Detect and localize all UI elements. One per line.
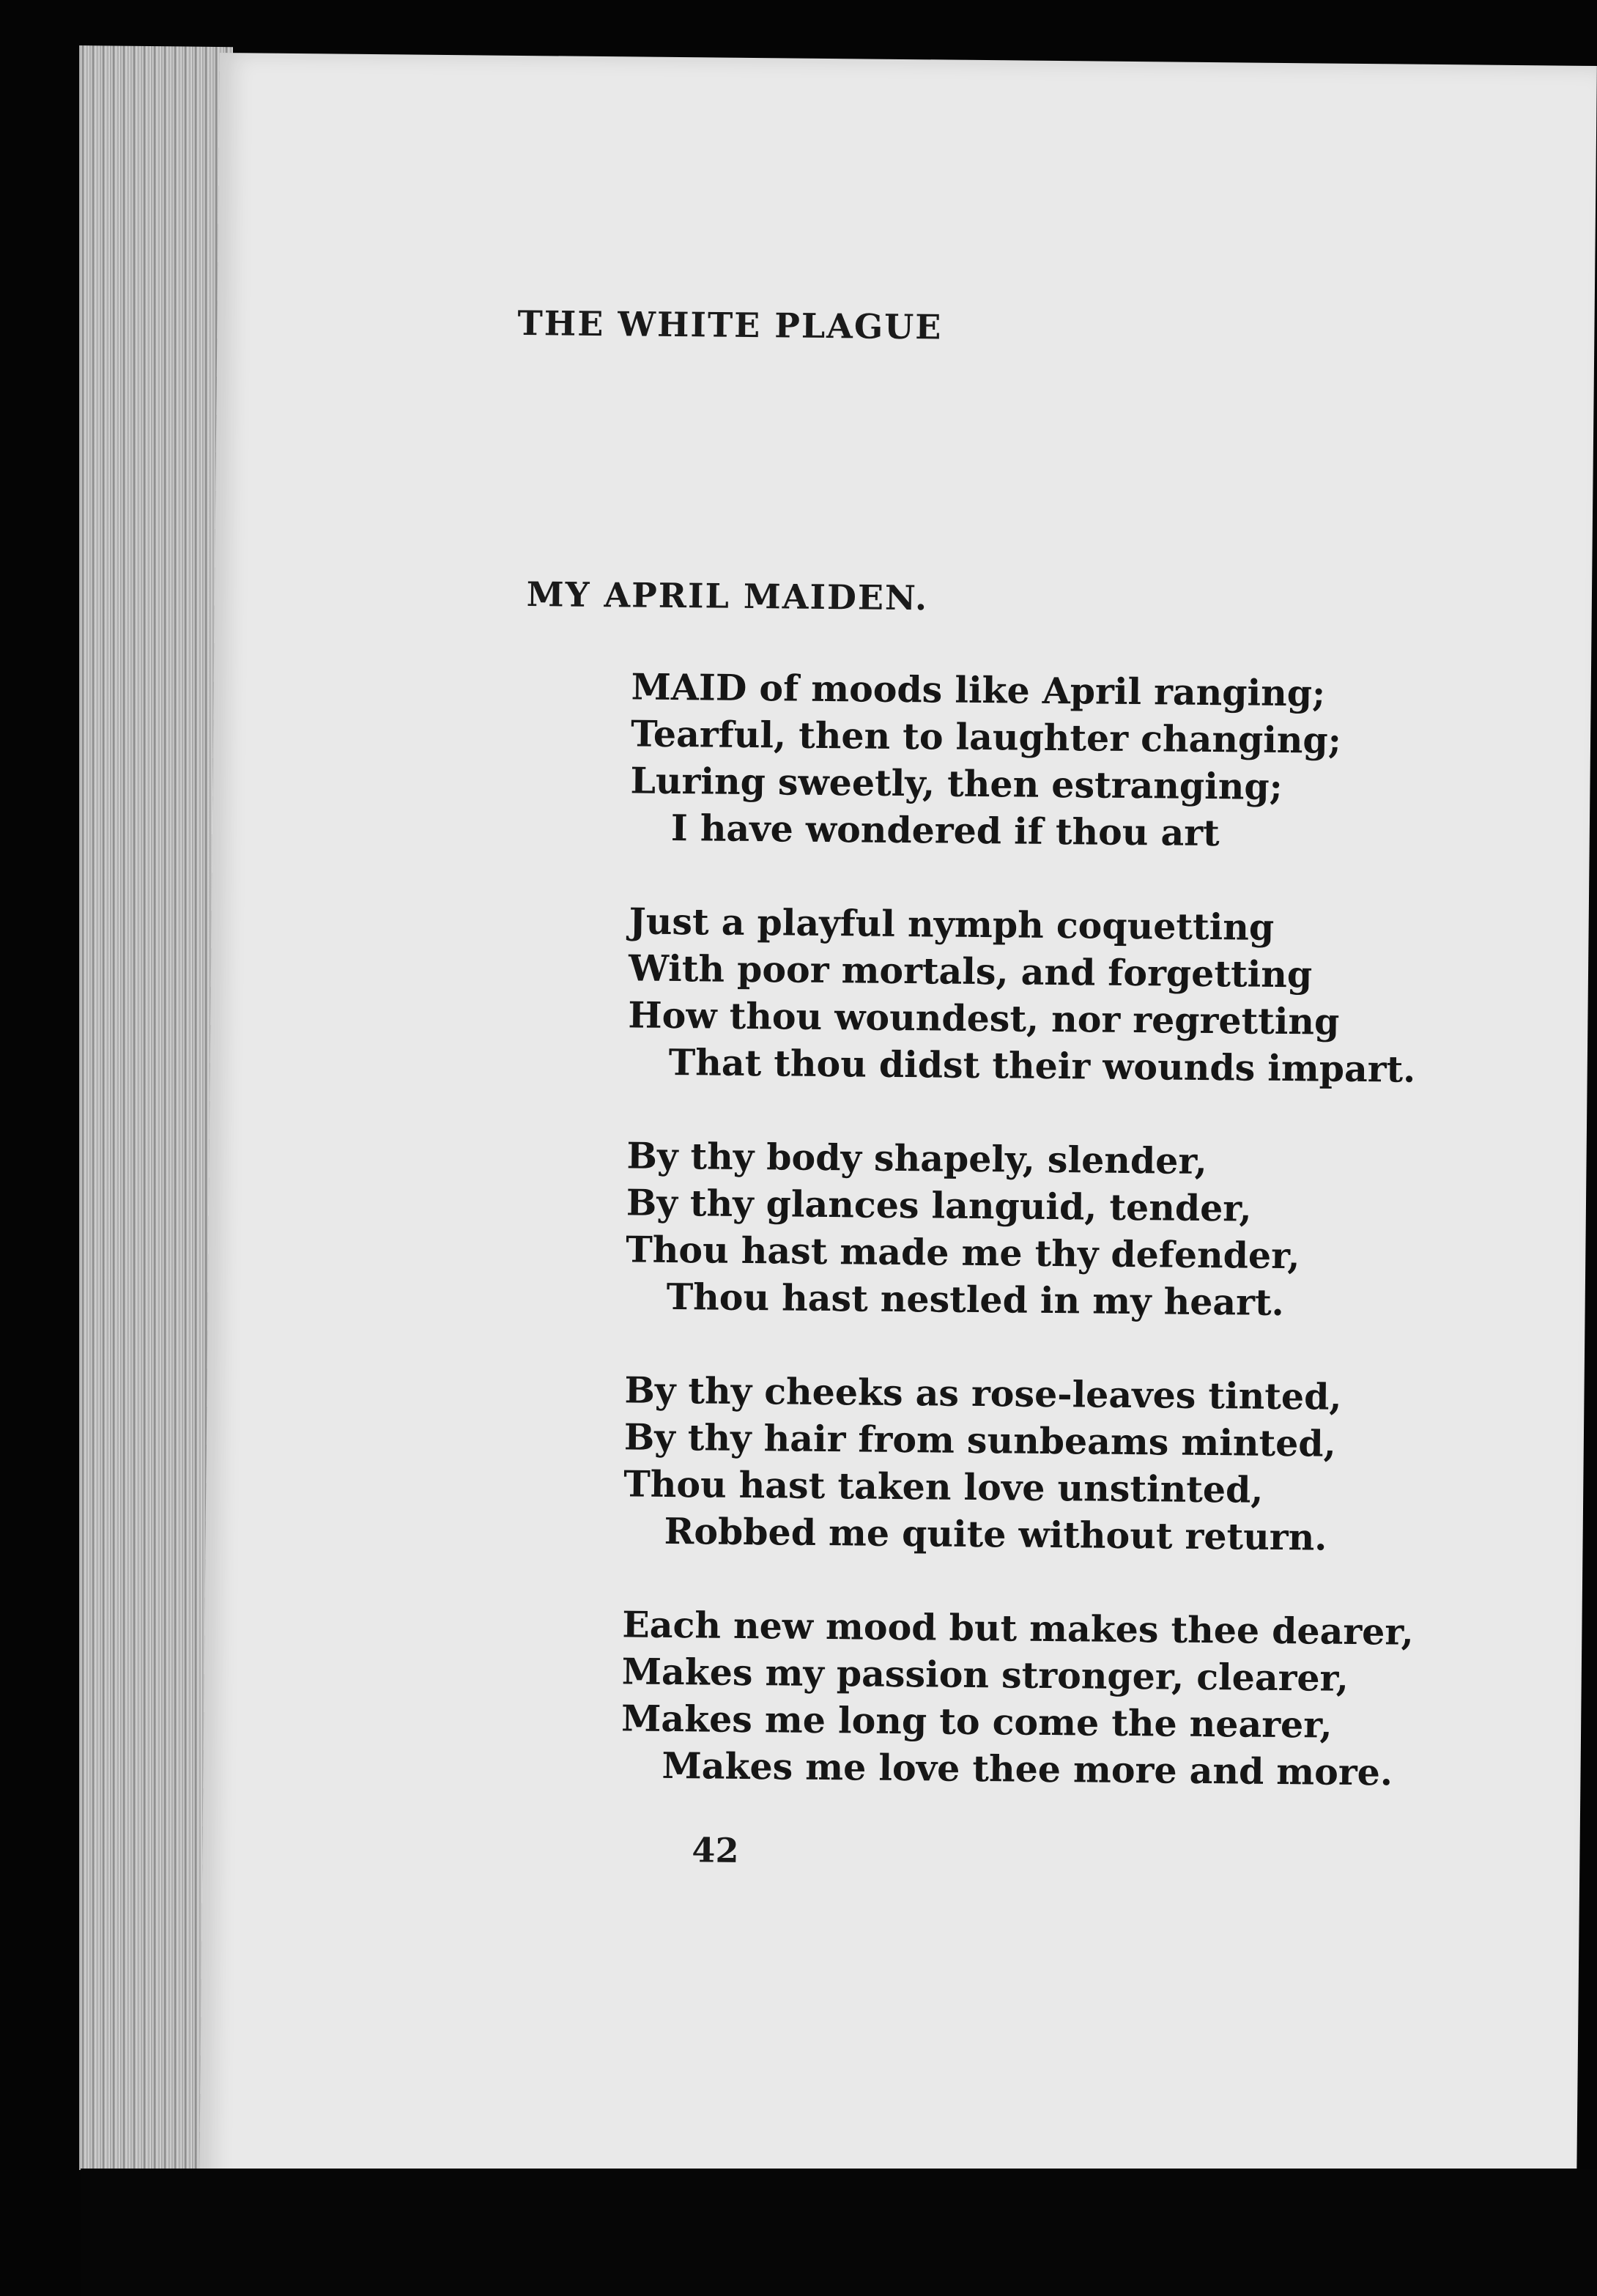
poem-title: MY APRIL MAIDEN. xyxy=(526,574,929,618)
scan-background-bottom xyxy=(81,2169,1597,2296)
page-number: 42 xyxy=(692,1830,739,1870)
poem-line: MAID of moods like April ranging; xyxy=(631,665,1326,715)
poem-line: Makes my passion stronger, clearer, xyxy=(621,1650,1349,1700)
poem-line: Thou hast made me thy defender, xyxy=(626,1228,1300,1278)
poem-line: Just a playful nymph coquetting xyxy=(629,900,1275,949)
poem-line: Luring sweetly, then estranging; xyxy=(630,759,1283,808)
stanza-2 xyxy=(627,897,1434,1093)
poem-body xyxy=(620,663,1437,1843)
stanza-3 xyxy=(625,1132,1432,1327)
stanza-1 xyxy=(630,663,1437,859)
poem-line: Makes me long to come the nearer, xyxy=(620,1697,1333,1747)
poem-line: With poor mortals, and forgetting xyxy=(628,947,1313,996)
book-page xyxy=(199,53,1597,2205)
stanza-4 xyxy=(623,1366,1430,1562)
poem-line: Thou hast taken love unstinted, xyxy=(623,1462,1264,1511)
poem-line: Robbed me quite without return. xyxy=(664,1509,1327,1559)
running-head: THE WHITE PLAGUE xyxy=(517,303,943,347)
poem-line: That thou didst their wounds impart. xyxy=(668,1040,1416,1091)
poem-line: Tearful, then to laughter changing; xyxy=(630,712,1342,762)
poem-line: Each new mood but makes thee dearer, xyxy=(622,1603,1414,1654)
poem-line: Thou hast nestled in my heart. xyxy=(666,1275,1284,1325)
stanza-5 xyxy=(620,1601,1428,1796)
poem-line: I have wondered if thou art xyxy=(670,806,1220,855)
poem-line: By thy glances languid, tender, xyxy=(626,1181,1252,1230)
poem-line: By thy body shapely, slender, xyxy=(626,1134,1207,1183)
poem-line: By thy hair from sunbeams minted, xyxy=(623,1415,1336,1465)
poem-line: Makes me love thee more and more. xyxy=(662,1744,1393,1794)
poem-line: How thou woundest, nor regretting xyxy=(628,993,1340,1043)
poem-line: By thy cheeks as rose-leaves tinted, xyxy=(624,1369,1342,1418)
